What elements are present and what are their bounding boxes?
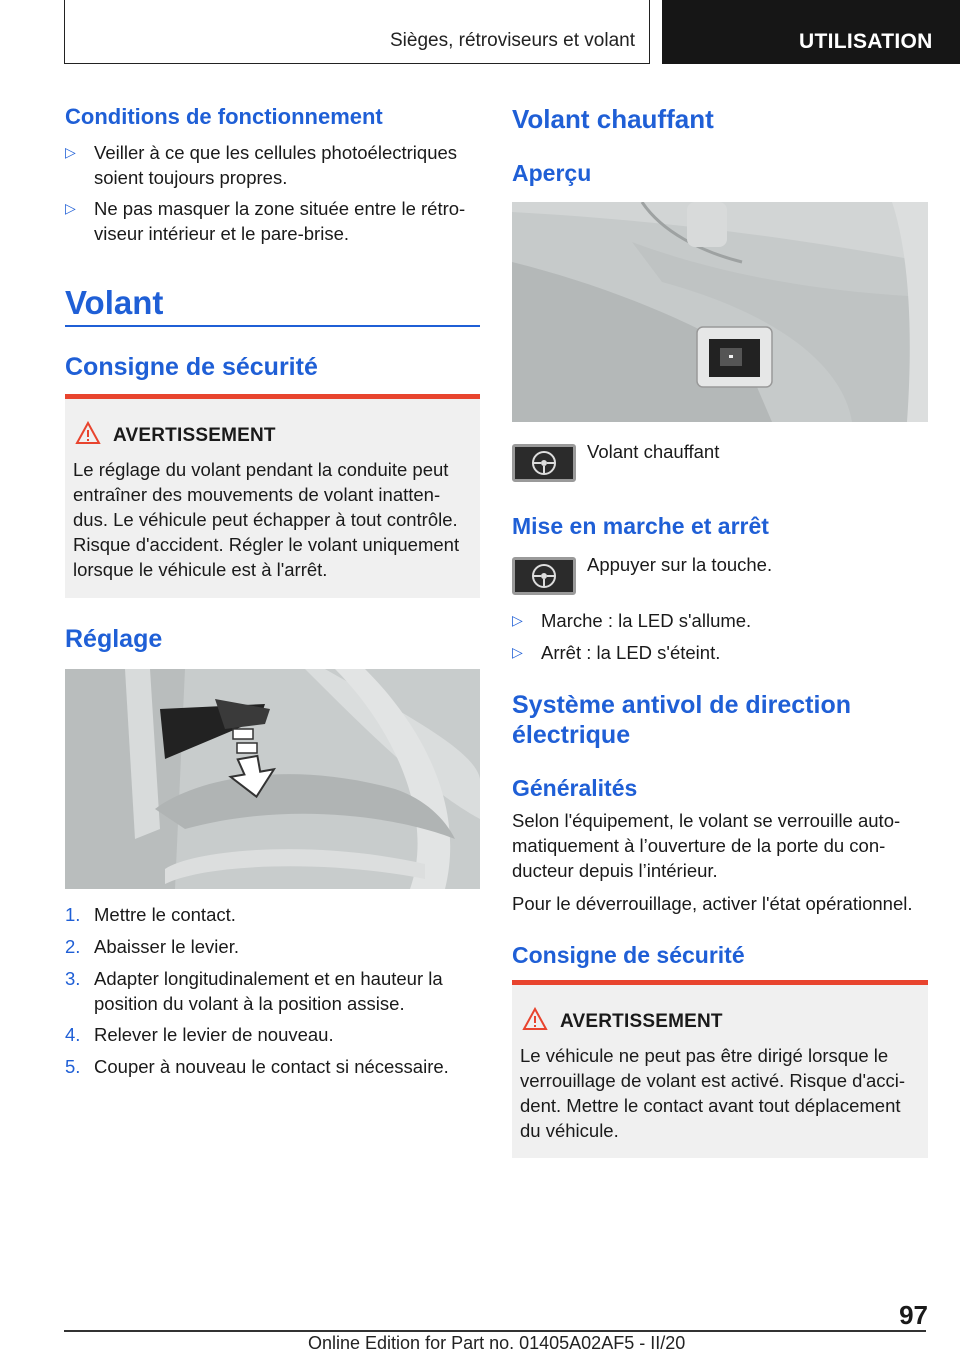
list-item: 3. Adapter longitudinalement et en hauteur la position du volant à la position assise. <box>65 968 443 1014</box>
heated-button-image <box>512 202 928 422</box>
header-section-label: UTILISATION <box>799 30 933 53</box>
unlock-paragraph: Pour le déverrouillage, activer l'état opérationnel. <box>512 893 913 914</box>
icon-caption: Volant chauffant <box>587 441 720 462</box>
list-item: ▷ Veiller à ce que les cellules photoélectriques soient toujours propres. <box>65 142 458 188</box>
list-item: ▷ Ne pas masquer la zone située entre le rétro-viseur intérieur et le pare-brise. <box>65 198 466 244</box>
warning-title: AVERTISSEMENT <box>560 1011 723 1032</box>
footer-edition: Online Edition for Part no. 01405A02AF5 - II/20 <box>308 1333 686 1353</box>
general-paragraph: Selon l'équipement, le volant se verrouille auto-matiquement à l’ouverture de la porte du con-ducteur depuis l’intérieur. <box>512 810 901 881</box>
steering-lever-image <box>65 669 480 889</box>
general-title: Généralités <box>512 775 638 801</box>
footer-rule <box>64 1330 926 1332</box>
conditions-title: Conditions de fonctionnement <box>65 104 383 129</box>
safety-title-2: Consigne de sécurité <box>512 942 745 968</box>
triangle-bullet-icon: ▷ <box>65 200 76 216</box>
page-number: 97 <box>899 1300 928 1330</box>
list-item: ▷ Marche : la LED s'allume. <box>512 610 752 631</box>
overview-title: Aperçu <box>512 160 592 186</box>
triangle-bullet-icon: ▷ <box>512 612 523 628</box>
warning-body: Le réglage du volant pendant la conduite peut entraîner des mouvements de volant inatten-dus. Le véhicule peut échapper à tout contrôle. Risque d'accident. Régler le volant uniquement lorsque le véhicule est à l'arrêt. <box>73 459 460 580</box>
warning-box <box>512 980 928 1158</box>
adjust-title: Réglage <box>65 625 163 653</box>
list-item: ▷ Arrêt : la LED s'éteint. <box>512 642 721 663</box>
list-item: 5. Couper à nouveau le contact si nécessaire. <box>65 1056 449 1077</box>
triangle-bullet-icon: ▷ <box>512 644 523 660</box>
header-chapter-label: Sièges, rétroviseurs et volant <box>389 30 635 51</box>
warning-title: AVERTISSEMENT <box>113 425 276 446</box>
header-chapter-tab <box>64 0 650 64</box>
warning-triangle-icon <box>522 1007 548 1031</box>
list-item: 1. Mettre le contact. <box>65 904 236 925</box>
list-item: 2. Abaisser le levier. <box>65 936 239 957</box>
steering-wheel-heat-icon <box>512 444 576 482</box>
warning-triangle-icon <box>75 421 101 445</box>
warning-box <box>65 394 480 598</box>
header-section-tab <box>662 0 960 64</box>
antitheft-title: Système antivol de direction électrique <box>512 691 851 749</box>
triangle-bullet-icon: ▷ <box>65 144 76 160</box>
press-instruction: Appuyer sur la touche. <box>587 554 773 575</box>
onoff-title: Mise en marche et arrêt <box>512 513 769 539</box>
list-item: 4. Relever le levier de nouveau. <box>65 1024 334 1045</box>
heated-title: Volant chauffant <box>512 104 714 134</box>
chapter-rule <box>65 325 480 327</box>
steering-wheel-heat-button-icon <box>512 557 576 595</box>
warning-body: Le véhicule ne peut pas être dirigé lorsque le verrouillage de volant est activé. Risque d'acci-dent. Mettre le contact avant tout déplacement du véhicule. <box>520 1045 906 1141</box>
chapter-title: Volant <box>65 284 164 321</box>
safety-title: Consigne de sécurité <box>65 353 318 381</box>
